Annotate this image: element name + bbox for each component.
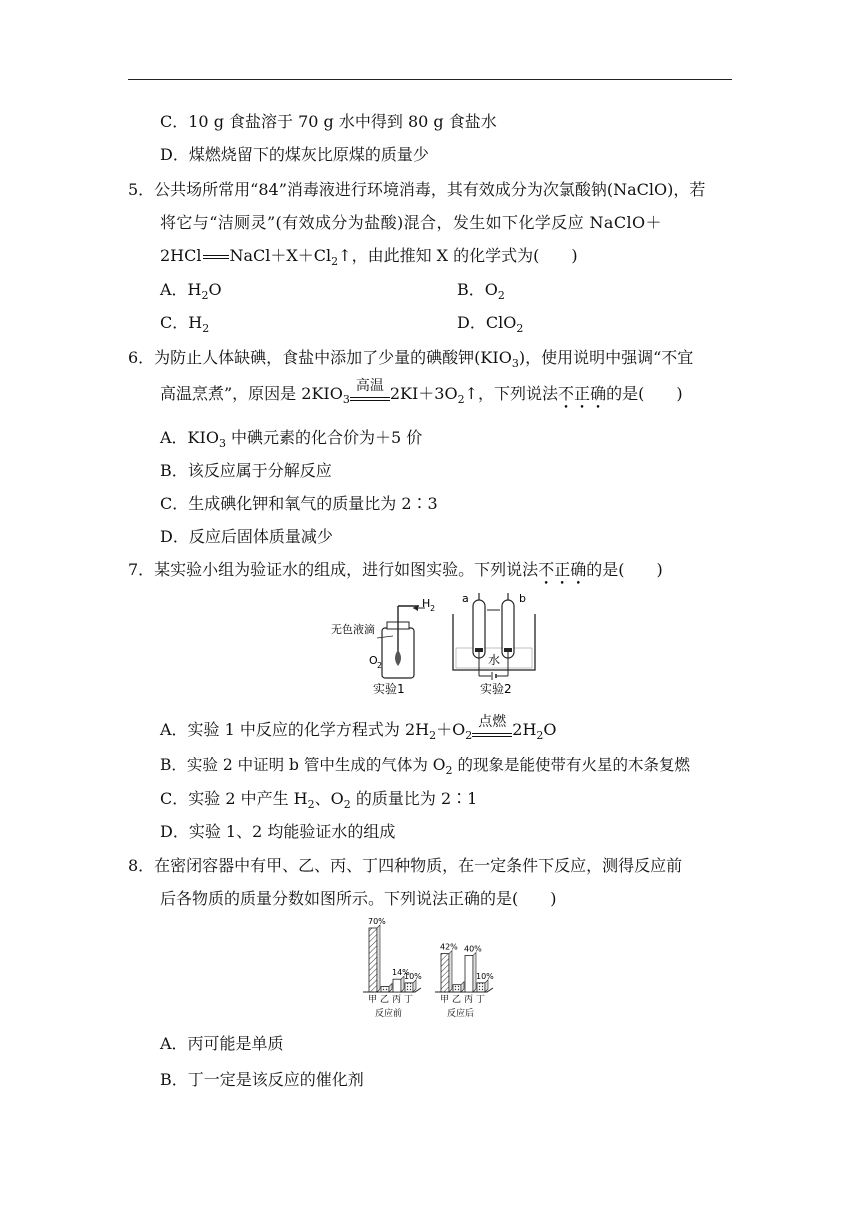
q6-stem-line1: 6．为防止人体缺碘，食盐中添加了少量的碘酸钾$(KIO_3)$，使用说明中强调“不宜 <box>128 348 694 371</box>
category-label: 甲 <box>440 995 450 1005</box>
q6-option-d: D．反应后固体质量减少 <box>160 527 333 546</box>
h2-subscript: 2 <box>430 604 436 613</box>
category-label: 乙 <box>380 995 390 1005</box>
q4-option-c: C．10 g 食盐溶于 70 g 水中得到 80 g 食盐水 <box>160 112 497 131</box>
reaction-condition: 点燃 <box>472 726 512 746</box>
bar-side <box>449 951 452 992</box>
bar-side <box>377 925 380 992</box>
q5-stem-line2: 将它与“洁厕灵”(有效成分为盐酸)混合，发生如下化学反应 NaClO＋ <box>160 213 662 232</box>
q7-stem: 7．某实验小组为验证水的组成，进行如图实验。下列说法不正确的是( ) <box>128 560 663 579</box>
tube-b-label: b <box>519 592 526 605</box>
q8-option-a: A．丙可能是单质 <box>160 1034 284 1053</box>
q7-option-c: C．实验 2 中产生 $H_2$、$O_2$ 的质量比为 2∶1 <box>160 789 478 812</box>
equals-sign <box>203 255 229 259</box>
q8-option-b: B．丁一定是该反应的催化剂 <box>160 1070 364 1089</box>
tube-a-label: a <box>462 592 469 605</box>
q5-option-c: C．$H_2$ <box>160 313 210 336</box>
q5-option-a: A．$H_2O$ <box>160 280 222 303</box>
q5-stem-line3: 2HCl $NaCl+X+Cl_2↑$，由此推知 X 的化学式为( ) <box>160 246 578 269</box>
experiment-1-apparatus <box>377 605 425 678</box>
o2-label: O <box>369 654 378 667</box>
bar-反应后-丙 <box>465 955 473 992</box>
q8-stem-line2: 后各物质的质量分数如图所示。下列说法正确的是( ) <box>160 889 557 908</box>
q8-stem-line1: 8．在密闭容器中有甲、乙、丙、丁四种物质，在一定条件下反应，测得反应前 <box>128 856 683 875</box>
q6-option-b: B．该反应属于分解反应 <box>160 461 332 480</box>
q7-option-d: D．实验 1、2 均能验证水的组成 <box>160 822 396 841</box>
reaction-condition: 高温 <box>350 390 390 410</box>
q6-option-a: A．$KIO_3$ 中碘元素的化合价为＋5 价 <box>160 428 423 451</box>
category-label: 丙 <box>464 995 474 1005</box>
bar-side <box>485 980 488 992</box>
category-label: 丙 <box>392 995 402 1005</box>
bar-反应前-丁 <box>405 983 413 992</box>
water-experiment-figure <box>325 590 565 702</box>
q5-option-d: D．ClO$_2$ <box>457 313 524 336</box>
bar-反应前-甲 <box>369 928 377 992</box>
bar-反应后-乙 <box>453 985 461 992</box>
bar-side <box>461 982 464 992</box>
bar-反应前-乙 <box>381 987 389 992</box>
h2-label: H <box>422 597 431 610</box>
mass-fraction-chart <box>355 917 515 1020</box>
o2-subscript: 2 <box>377 661 383 670</box>
data-label: 40% <box>464 944 482 954</box>
q5-option-b: B．$O_2$ <box>457 280 505 303</box>
q6-option-c: C．生成碘化钾和氧气的质量比为 2∶3 <box>160 494 438 513</box>
data-label: 42% <box>440 942 458 952</box>
experiment-1-caption: 实验1 <box>373 682 405 696</box>
q6-stem-line2: 高温烹煮”，原因是 $2KIO_3$ 高温 $2KI+3O_2↑$，下列说法不正确的是( ) <box>160 384 683 410</box>
data-label: 10% <box>404 971 422 981</box>
data-label: 10% <box>476 971 494 981</box>
category-label: 乙 <box>452 995 462 1005</box>
bar-反应后-丁 <box>477 983 485 992</box>
category-label: 甲 <box>368 995 378 1005</box>
bar-side <box>389 984 392 992</box>
header-rule <box>128 79 732 80</box>
data-label: 14% <box>392 968 410 978</box>
category-label: 丁 <box>404 995 414 1005</box>
bar-side <box>413 980 416 992</box>
category-label: 丁 <box>476 995 486 1005</box>
bar-反应后-甲 <box>441 954 449 992</box>
q7-option-b: B．实验 2 中证明 b 管中生成的气体为 $O_2$ 的现象是能使带有火星的木条复燃 <box>160 756 690 778</box>
data-label: 70% <box>368 917 386 926</box>
group-label: 反应前 <box>375 1009 403 1019</box>
group-label: 反应后 <box>447 1009 475 1019</box>
experiment-2-caption: 实验2 <box>480 682 512 696</box>
bar-反应前-丙 <box>393 979 401 992</box>
water-label: 水 <box>488 653 501 667</box>
drop-label: 无色液滴 <box>331 623 375 636</box>
q5-stem-line1: 5．公共场所常用“84”消毒液进行环境消毒，其有效成分为次氯酸钠(NaClO)，若 <box>128 180 706 199</box>
q7-option-a: A．实验 1 中反应的化学方程式为 $2H_2+O_2$ 点燃 $2H_2O$ <box>160 720 557 746</box>
q4-option-d: D．煤燃烧留下的煤灰比原煤的质量少 <box>160 145 429 164</box>
